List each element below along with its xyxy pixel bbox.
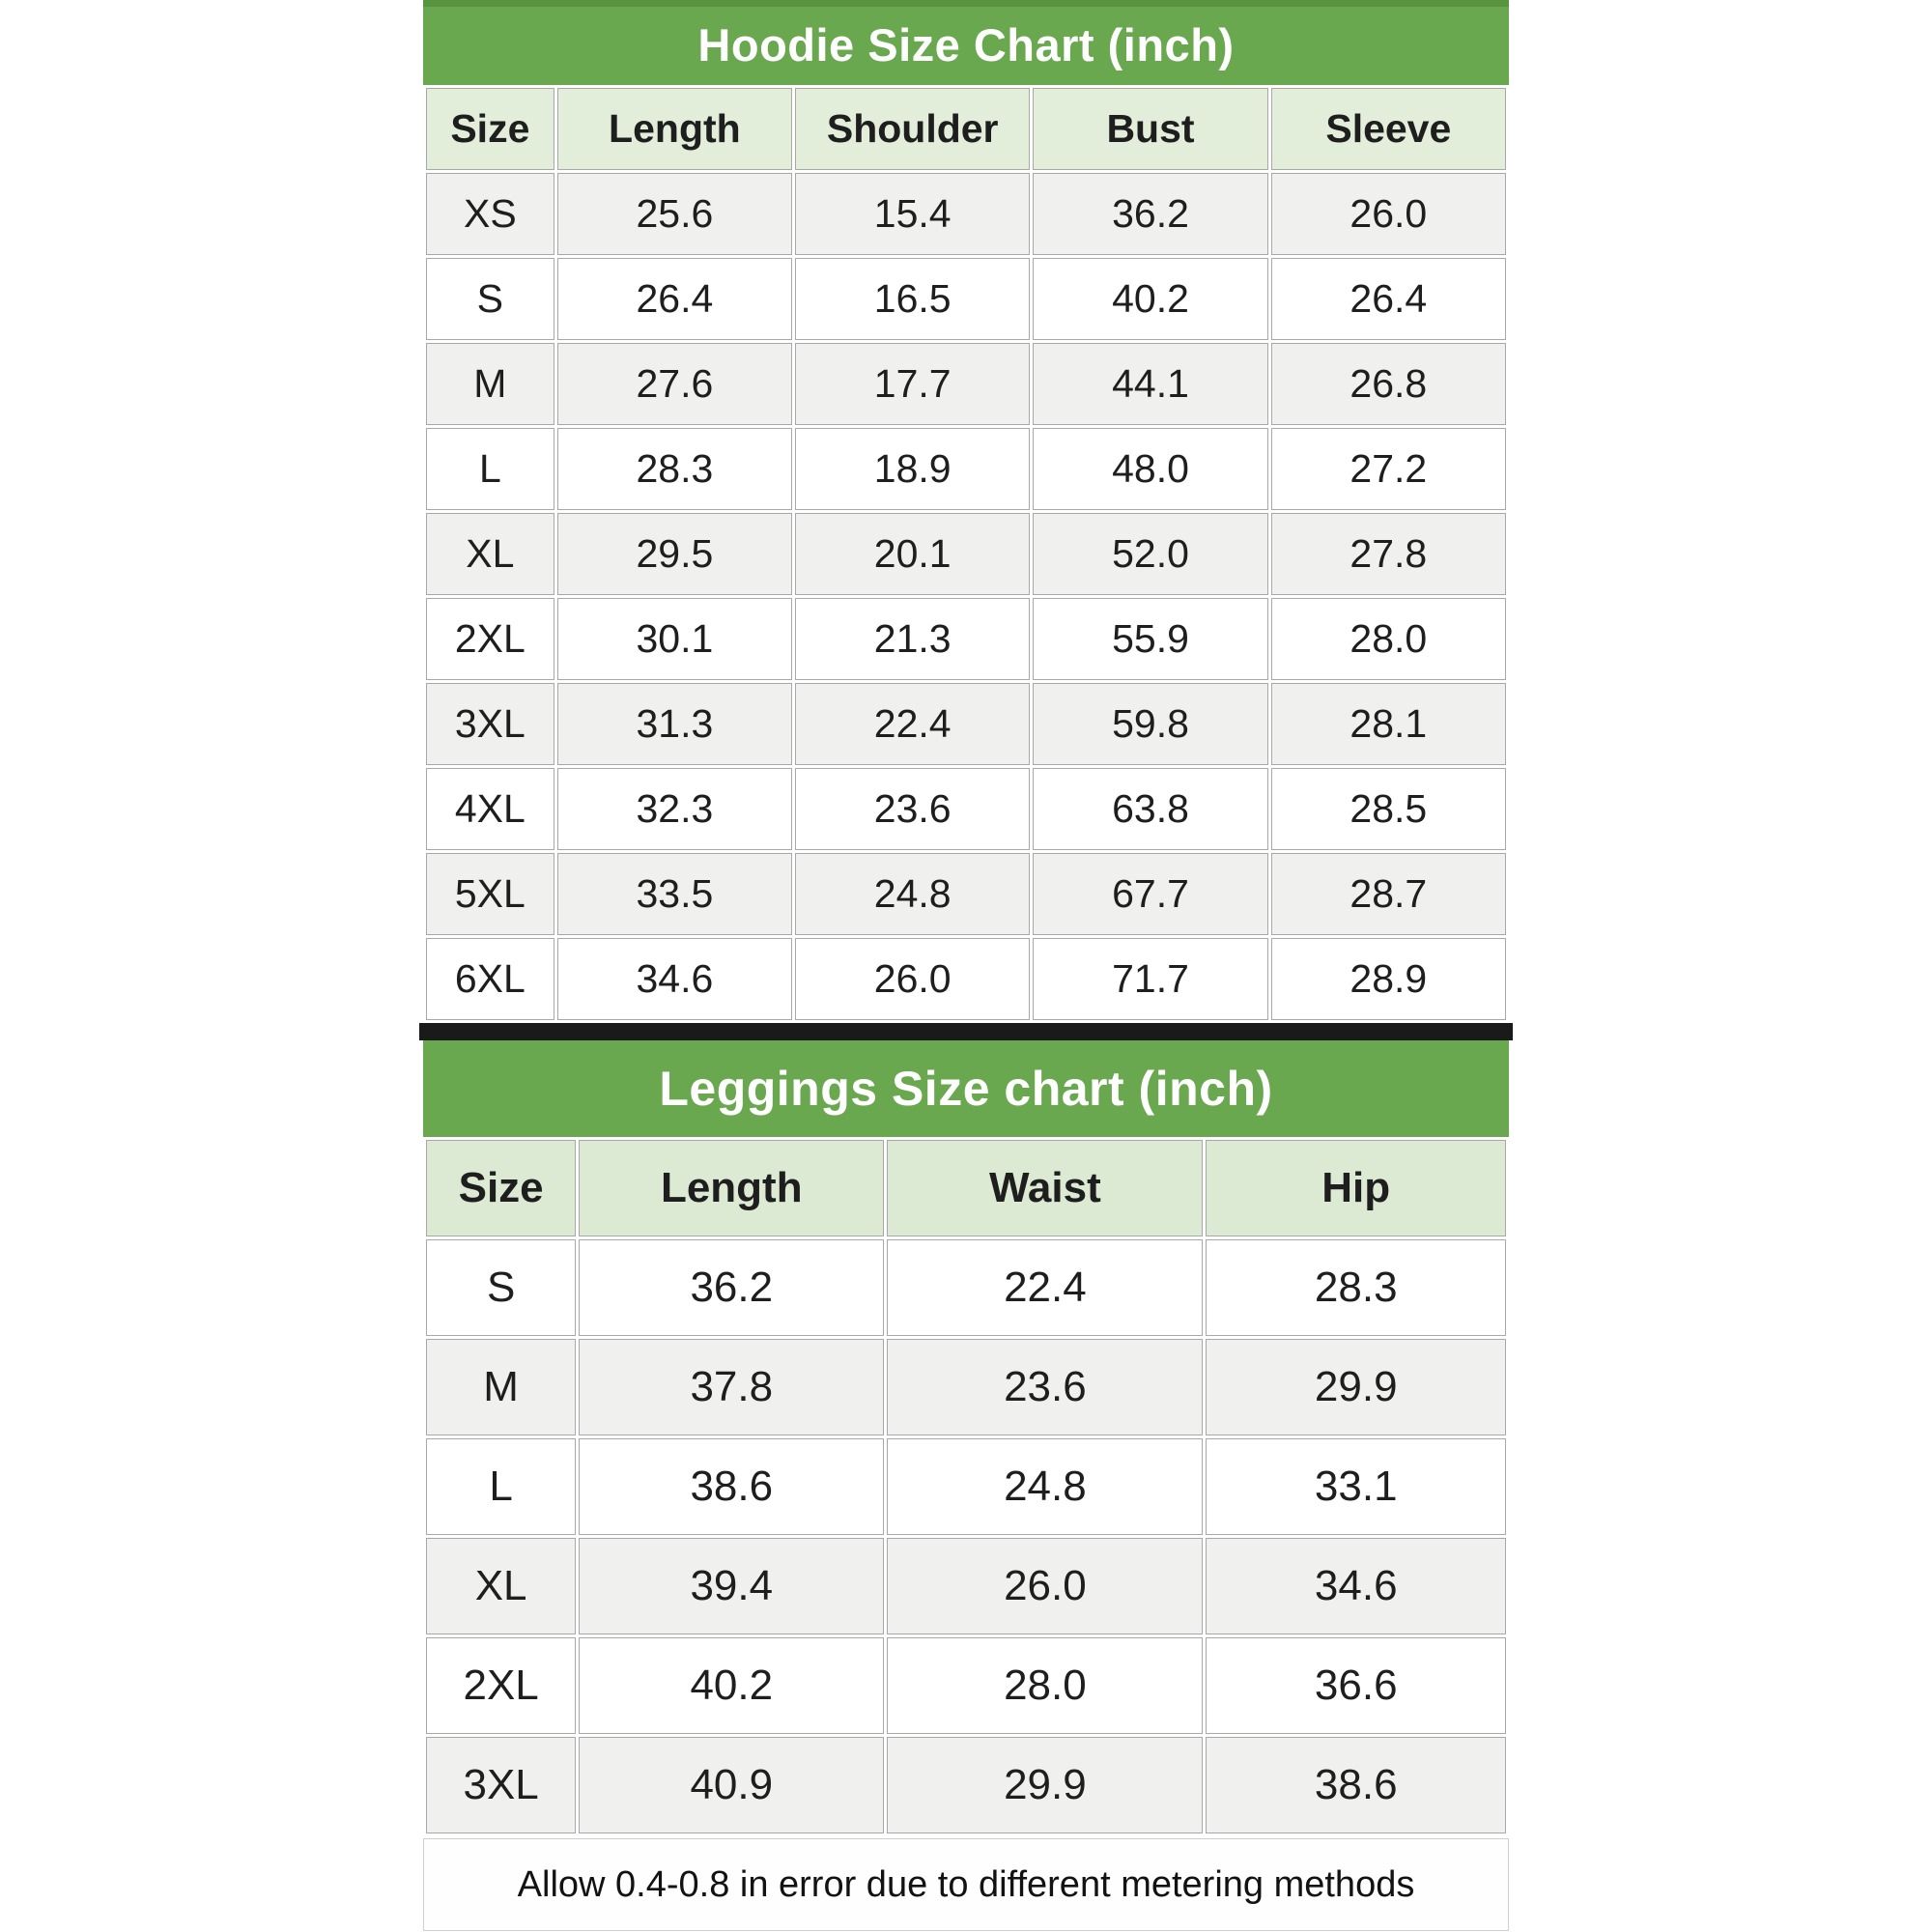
length-cell: 39.4: [579, 1538, 884, 1634]
hip-cell: 28.3: [1206, 1239, 1506, 1336]
table-row: [426, 428, 1506, 510]
length-cell: 29.5: [557, 513, 792, 595]
size-cell: XL: [426, 1538, 576, 1634]
sleeve-cell: 27.8: [1271, 513, 1506, 595]
table-row: [426, 1239, 1506, 1336]
shoulder-cell: 16.5: [795, 258, 1030, 340]
sleeve-cell: 28.5: [1271, 768, 1506, 850]
shoulder-cell: 20.1: [795, 513, 1030, 595]
table-row: [426, 598, 1506, 680]
size-cell: 2XL: [426, 598, 554, 680]
size-cell: M: [426, 1339, 576, 1435]
size-cell: L: [426, 428, 554, 510]
sleeve-cell: 28.0: [1271, 598, 1506, 680]
hip-cell: 38.6: [1206, 1737, 1506, 1833]
length-cell: 40.2: [579, 1637, 884, 1734]
size-cell: 3XL: [426, 683, 554, 765]
tolerance-note: Allow 0.4-0.8 in error due to different metering methods: [423, 1838, 1509, 1931]
length-cell: 40.9: [579, 1737, 884, 1833]
bust-cell: 71.7: [1033, 938, 1267, 1020]
column-header-size: Size: [426, 1140, 576, 1236]
length-cell: 27.6: [557, 343, 792, 425]
shoulder-cell: 15.4: [795, 173, 1030, 255]
bust-cell: 59.8: [1033, 683, 1267, 765]
sleeve-cell: 28.9: [1271, 938, 1506, 1020]
table-row: [426, 938, 1506, 1020]
length-cell: 31.3: [557, 683, 792, 765]
size-cell: 5XL: [426, 853, 554, 935]
waist-cell: 22.4: [887, 1239, 1203, 1336]
waist-cell: 29.9: [887, 1737, 1203, 1833]
column-header-bust: Bust: [1033, 88, 1267, 170]
waist-cell: 23.6: [887, 1339, 1203, 1435]
hip-cell: 34.6: [1206, 1538, 1506, 1634]
table-row: [426, 683, 1506, 765]
table-row: [426, 1538, 1506, 1634]
table-separator-bar: [419, 1023, 1513, 1040]
table-row: [426, 1438, 1506, 1535]
bust-cell: 44.1: [1033, 343, 1267, 425]
sleeve-cell: 26.4: [1271, 258, 1506, 340]
bust-cell: 55.9: [1033, 598, 1267, 680]
column-header-waist: Waist: [887, 1140, 1203, 1236]
table-row: [426, 1339, 1506, 1435]
table-row: [426, 853, 1506, 935]
column-header-length: Length: [579, 1140, 884, 1236]
hip-cell: 36.6: [1206, 1637, 1506, 1734]
length-cell: 33.5: [557, 853, 792, 935]
length-cell: 38.6: [579, 1438, 884, 1535]
length-cell: 37.8: [579, 1339, 884, 1435]
sleeve-cell: 26.0: [1271, 173, 1506, 255]
hip-cell: 29.9: [1206, 1339, 1506, 1435]
size-cell: M: [426, 343, 554, 425]
hoodie-column-header-row: [426, 88, 1506, 170]
hip-cell: 33.1: [1206, 1438, 1506, 1535]
table-row: [426, 1737, 1506, 1833]
length-cell: 36.2: [579, 1239, 884, 1336]
size-cell: 6XL: [426, 938, 554, 1020]
shoulder-cell: 23.6: [795, 768, 1030, 850]
bust-cell: 36.2: [1033, 173, 1267, 255]
bust-cell: 52.0: [1033, 513, 1267, 595]
waist-cell: 26.0: [887, 1538, 1203, 1634]
length-cell: 32.3: [557, 768, 792, 850]
waist-cell: 28.0: [887, 1637, 1203, 1734]
column-header-size: Size: [426, 88, 554, 170]
table-row: [426, 173, 1506, 255]
bust-cell: 67.7: [1033, 853, 1267, 935]
shoulder-cell: 21.3: [795, 598, 1030, 680]
length-cell: 30.1: [557, 598, 792, 680]
table-row: [426, 1637, 1506, 1734]
size-cell: 4XL: [426, 768, 554, 850]
shoulder-cell: 18.9: [795, 428, 1030, 510]
sleeve-cell: 28.7: [1271, 853, 1506, 935]
leggings-column-header-row: [426, 1140, 1506, 1236]
sleeve-cell: 27.2: [1271, 428, 1506, 510]
shoulder-cell: 24.8: [795, 853, 1030, 935]
column-header-hip: Hip: [1206, 1140, 1506, 1236]
shoulder-cell: 26.0: [795, 938, 1030, 1020]
table-row: [426, 513, 1506, 595]
size-cell: L: [426, 1438, 576, 1535]
column-header-length: Length: [557, 88, 792, 170]
size-cell: 3XL: [426, 1737, 576, 1833]
leggings-size-table: [423, 1137, 1509, 1836]
size-chart-sheet: [423, 0, 1509, 1931]
sleeve-cell: 26.8: [1271, 343, 1506, 425]
bust-cell: 63.8: [1033, 768, 1267, 850]
table-row: [426, 768, 1506, 850]
length-cell: 34.6: [557, 938, 792, 1020]
shoulder-cell: 17.7: [795, 343, 1030, 425]
hoodie-table-title: Hoodie Size Chart (inch): [423, 0, 1509, 85]
shoulder-cell: 22.4: [795, 683, 1030, 765]
length-cell: 25.6: [557, 173, 792, 255]
length-cell: 28.3: [557, 428, 792, 510]
column-header-shoulder: Shoulder: [795, 88, 1030, 170]
size-cell: S: [426, 258, 554, 340]
length-cell: 26.4: [557, 258, 792, 340]
table-row: [426, 258, 1506, 340]
bust-cell: 40.2: [1033, 258, 1267, 340]
sleeve-cell: 28.1: [1271, 683, 1506, 765]
bust-cell: 48.0: [1033, 428, 1267, 510]
column-header-sleeve: Sleeve: [1271, 88, 1506, 170]
size-cell: S: [426, 1239, 576, 1336]
size-cell: XL: [426, 513, 554, 595]
size-cell: 2XL: [426, 1637, 576, 1734]
hoodie-size-table: [423, 85, 1509, 1023]
table-row: [426, 343, 1506, 425]
size-cell: XS: [426, 173, 554, 255]
leggings-table-title: Leggings Size chart (inch): [423, 1040, 1509, 1137]
waist-cell: 24.8: [887, 1438, 1203, 1535]
